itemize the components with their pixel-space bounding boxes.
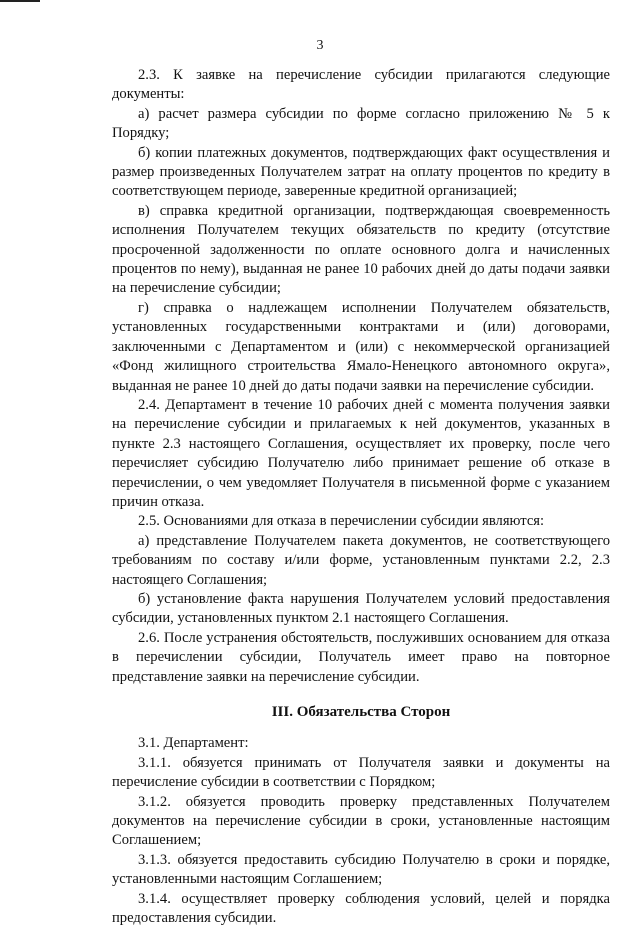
clause-2-5-b: б) установление факта нарушения Получателем условий предоставления субсидии, установленных пунктом 2.1 настоящего Соглашения. [112, 590, 610, 627]
clause-2-3-a: а) расчет размера субсидии по форме согласно приложению № 5 к Порядку; [112, 105, 610, 142]
clause-2-5: 2.5. Основаниями для отказа в перечислении субсидии являются: [138, 513, 545, 530]
clause-2-4: 2.4. Департамент в течение 10 рабочих дней с момента получения заявки на перечисление субсидии и прилагаемых к ней документов, указанных в пункте 2.3 настоящего Соглашения, осуществляет их проверку, после чего перечисляет субсидию Получателю либо принимает решение об отказе в перечислении, о чем уведомляет Получателя в письменной форме с указанием причин отказа. [112, 396, 610, 510]
clause-3-1-1: 3.1.1. обязуется принимать от Получателя заявки и документы на перечисление субсидии в соответствии с Порядком; [112, 754, 610, 791]
clause-2-6: 2.6. После устранения обстоятельств, послуживших основанием для отказа в перечислении субсидии, Получатель имеет право на повторное представление заявки на перечисление субсидии. [112, 629, 610, 685]
page-number: 3 [316, 38, 324, 53]
scan-edge-mark [0, 0, 40, 2]
section-heading: III. Обязательства Сторон [271, 704, 451, 720]
document-body [112, 66, 610, 928]
clause-2-3-v: в) справка кредитной организации, подтверждающая своевременность исполнения Получателем текущих обязательств по кредиту (отсутствие просроченной задолженности по оплате основного долга и начисленных процентов по нему), выданная не ранее 10 рабочих дней до даты подачи заявки на перечисление субсидии; [112, 202, 610, 297]
clause-2-3-g: г) справка о надлежащем исполнении Получателем обязательств, установленных государственными контрактами и (или) договорами, заключенными с Департаментом и (или) с некоммерческой организацией «Фонд жилищного строительства Ямало-Ненецкого автономного округа», выданная не ранее 10 дней до даты подачи заявки на перечисление субсидии. [112, 299, 610, 394]
clause-3-1-2: 3.1.2. обязуется проводить проверку представленных Получателем документов на перечисление субсидии в сроки, установленные настоящим Соглашением; [112, 793, 610, 849]
clause-2-5-a: а) представление Получателем пакета документов, не соответствующего требованиям по составу и/или форме, установленным пунктами 2.2, 2.3 настоящего Соглашения; [112, 532, 610, 588]
clause-3-1: 3.1. Департамент: [138, 735, 249, 752]
clause-2-3: 2.3. К заявке на перечисление субсидии прилагаются следующие документы: [112, 67, 610, 103]
clause-3-1-3: 3.1.3. обязуется предоставить субсидию Получателю в сроки и порядке, установленными настоящим Соглашением; [112, 851, 610, 888]
clause-2-3-b: б) копии платежных документов, подтверждающих факт осуществления и размер произведенных Получателем затрат на оплату процентов по кредиту в соответствующем периоде, заверенные кредитной организацией; [112, 144, 610, 200]
clause-3-1-4: 3.1.4. осуществляет проверку соблюдения условий, целей и порядка предоставления субсидии. [112, 890, 610, 927]
